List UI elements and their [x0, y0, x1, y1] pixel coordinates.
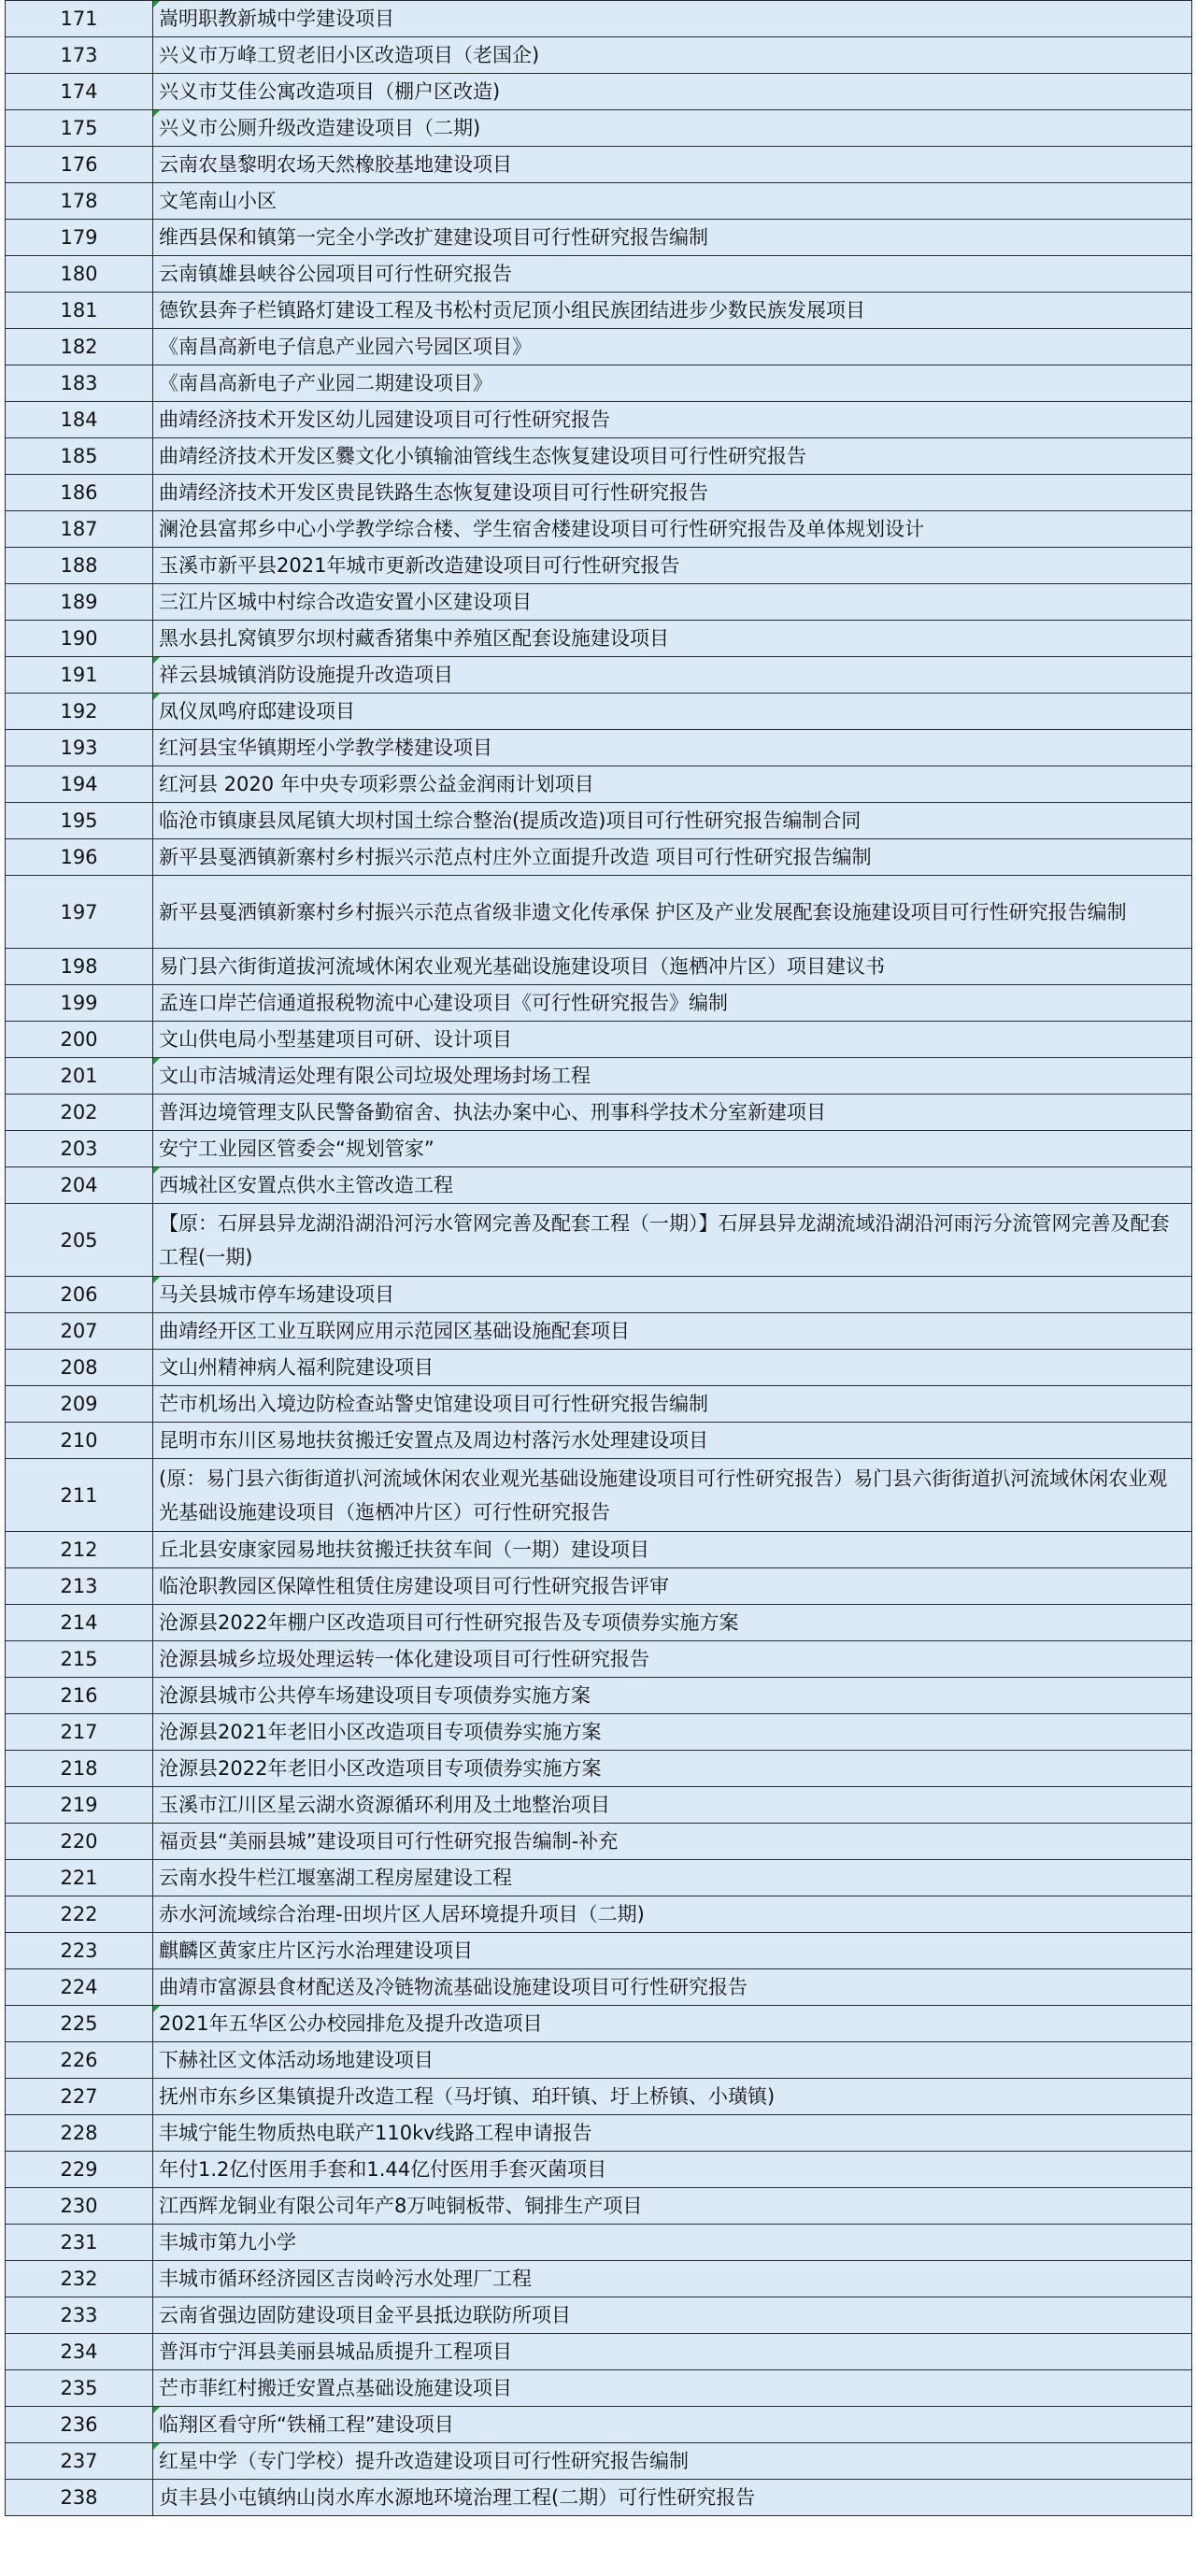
table-row — [6, 730, 1192, 766]
table-row — [6, 1095, 1192, 1131]
project-name-cell: 新平县戛洒镇新寨村乡村振兴示范点村庄外立面提升改造 项目可行性研究报告编制 — [153, 839, 1192, 876]
table-row — [6, 147, 1192, 183]
project-name-cell: 曲靖经济技术开发区贵昆铁路生态恢复建设项目可行性研究报告 — [153, 475, 1192, 511]
row-number-cell: 184 — [6, 402, 153, 438]
project-name-cell: 丰城宁能生物质热电联产110kv线路工程申请报告 — [153, 2115, 1192, 2152]
row-number-cell: 207 — [6, 1313, 153, 1350]
cell-corner-marker — [153, 2407, 160, 2413]
project-name-cell: 年付1.2亿付医用手套和1.44亿付医用手套灭菌项目 — [153, 2152, 1192, 2188]
row-number-cell: 183 — [6, 365, 153, 402]
row-number-cell: 228 — [6, 2115, 153, 2152]
table-row — [6, 1824, 1192, 1860]
table-row — [6, 37, 1192, 74]
row-number-cell: 212 — [6, 1532, 153, 1568]
project-name-cell: 祥云县城镇消防设施提升改造项目 — [153, 657, 1192, 694]
project-name-cell: 下赫社区文体活动场地建设项目 — [153, 2042, 1192, 2079]
row-number-cell: 181 — [6, 293, 153, 329]
row-number-cell: 219 — [6, 1787, 153, 1824]
row-number-cell: 173 — [6, 37, 153, 74]
row-number-cell: 209 — [6, 1386, 153, 1423]
row-number-cell: 213 — [6, 1568, 153, 1605]
row-number-cell: 187 — [6, 511, 153, 548]
row-number-cell: 185 — [6, 438, 153, 475]
project-table-body — [6, 1, 1192, 2516]
table-row — [6, 2297, 1192, 2334]
row-number-cell: 214 — [6, 1605, 153, 1641]
cell-corner-marker — [153, 694, 160, 700]
row-number-cell: 175 — [6, 110, 153, 147]
row-number-cell: 191 — [6, 657, 153, 694]
row-number-cell: 180 — [6, 256, 153, 293]
row-number-cell: 232 — [6, 2261, 153, 2297]
table-row — [6, 621, 1192, 657]
table-row — [6, 2261, 1192, 2297]
project-name-cell: 沧源县2021年老旧小区改造项目专项债券实施方案 — [153, 1714, 1192, 1751]
row-number-cell: 176 — [6, 147, 153, 183]
row-number-cell: 203 — [6, 1131, 153, 1167]
project-name-cell: 孟连口岸芒信通道报税物流中心建设项目《可行性研究报告》编制 — [153, 985, 1192, 1022]
row-number-cell: 188 — [6, 548, 153, 584]
table-row — [6, 475, 1192, 511]
table-row — [6, 1787, 1192, 1824]
row-number-cell: 200 — [6, 1022, 153, 1058]
project-name-cell: 云南镇雄县峡谷公园项目可行性研究报告 — [153, 256, 1192, 293]
table-row — [6, 1969, 1192, 2006]
row-number-cell: 174 — [6, 74, 153, 110]
row-number-cell: 171 — [6, 1, 153, 37]
project-name-cell: 赤水河流域综合治理-田坝片区人居环境提升项目（二期) — [153, 1896, 1192, 1933]
row-number-cell: 178 — [6, 183, 153, 220]
table-row — [6, 1167, 1192, 1204]
row-number-cell: 208 — [6, 1350, 153, 1386]
table-row — [6, 2370, 1192, 2407]
table-row — [6, 1751, 1192, 1787]
project-name-cell: 云南水投牛栏江堰塞湖工程房屋建设工程 — [153, 1860, 1192, 1896]
table-row — [6, 2006, 1192, 2042]
table-row — [6, 548, 1192, 584]
table-row — [6, 438, 1192, 475]
row-number-cell: 186 — [6, 475, 153, 511]
table-row — [6, 2225, 1192, 2261]
project-name-cell: 普洱边境管理支队民警备勤宿舍、执法办案中心、刑事科学技术分室新建项目 — [153, 1095, 1192, 1131]
row-number-cell: 229 — [6, 2152, 153, 2188]
row-number-cell: 235 — [6, 2370, 153, 2407]
project-name-cell: 德钦县奔子栏镇路灯建设工程及书松村贡尼顶小组民族团结进步少数民族发展项目 — [153, 293, 1192, 329]
row-number-cell: 230 — [6, 2188, 153, 2225]
table-row — [6, 1605, 1192, 1641]
table-row — [6, 365, 1192, 402]
row-number-cell: 206 — [6, 1277, 153, 1313]
row-number-cell: 221 — [6, 1860, 153, 1896]
table-row — [6, 1131, 1192, 1167]
project-name-cell: 兴义市艾佳公寓改造项目（棚户区改造) — [153, 74, 1192, 110]
project-name-cell: 福贡县“美丽县城”建设项目可行性研究报告编制-补充 — [153, 1824, 1192, 1860]
row-number-cell: 210 — [6, 1423, 153, 1459]
project-name-cell: 红河县宝华镇期垤小学教学楼建设项目 — [153, 730, 1192, 766]
project-table — [5, 0, 1192, 2516]
row-number-cell: 198 — [6, 949, 153, 985]
row-number-cell: 224 — [6, 1969, 153, 2006]
cell-corner-marker — [153, 2006, 160, 2012]
project-name-cell: 三江片区城中村综合改造安置小区建设项目 — [153, 584, 1192, 621]
table-row — [6, 2480, 1192, 2516]
row-number-cell: 222 — [6, 1896, 153, 1933]
table-row — [6, 839, 1192, 876]
project-name-cell: 芒市菲红村搬迁安置点基础设施建设项目 — [153, 2370, 1192, 2407]
table-row — [6, 1058, 1192, 1095]
table-row — [6, 949, 1192, 985]
project-name-cell: 临沧职教园区保障性租赁住房建设项目可行性研究报告评审 — [153, 1568, 1192, 1605]
project-name-cell: 安宁工业园区管委会“规划管家” — [153, 1131, 1192, 1167]
row-number-cell: 217 — [6, 1714, 153, 1751]
table-row — [6, 1532, 1192, 1568]
row-number-cell: 202 — [6, 1095, 153, 1131]
project-name-cell: 《南昌高新电子信息产业园六号园区项目》 — [153, 329, 1192, 365]
row-number-cell: 211 — [6, 1459, 153, 1532]
project-name-cell: 红星中学（专门学校）提升改造建设项目可行性研究报告编制 — [153, 2443, 1192, 2480]
row-number-cell: 189 — [6, 584, 153, 621]
cell-corner-marker — [153, 1, 160, 7]
project-name-cell: 曲靖经济技术开发区幼儿园建设项目可行性研究报告 — [153, 402, 1192, 438]
project-name-cell: 临翔区看守所“铁桶工程”建设项目 — [153, 2407, 1192, 2443]
table-row — [6, 2188, 1192, 2225]
table-row — [6, 1678, 1192, 1714]
table-row — [6, 1313, 1192, 1350]
row-number-cell: 237 — [6, 2443, 153, 2480]
project-name-cell: 沧源县2022年老旧小区改造项目专项债券实施方案 — [153, 1751, 1192, 1787]
project-name-cell: 沧源县2022年棚户区改造项目可行性研究报告及专项债券实施方案 — [153, 1605, 1192, 1641]
table-row — [6, 2407, 1192, 2443]
project-name-cell: 抚州市东乡区集镇提升改造工程（马圩镇、珀玕镇、圩上桥镇、小璜镇) — [153, 2079, 1192, 2115]
row-number-cell: 236 — [6, 2407, 153, 2443]
table-row — [6, 2042, 1192, 2079]
project-name-cell: 丰城市第九小学 — [153, 2225, 1192, 2261]
table-row — [6, 2079, 1192, 2115]
table-row — [6, 1204, 1192, 1277]
row-number-cell: 238 — [6, 2480, 153, 2516]
table-row — [6, 694, 1192, 730]
project-name-cell: 昆明市东川区易地扶贫搬迁安置点及周边村落污水处理建设项目 — [153, 1423, 1192, 1459]
row-number-cell: 225 — [6, 2006, 153, 2042]
project-name-cell: 【原：石屏县异龙湖沿湖沿河污水管网完善及配套工程（一期）】石屏县异龙湖流域沿湖沿河雨污分流管网完善及配套工程(一期) — [153, 1204, 1192, 1277]
table-row — [6, 1459, 1192, 1532]
table-row — [6, 1860, 1192, 1896]
table-row — [6, 1568, 1192, 1605]
row-number-cell: 204 — [6, 1167, 153, 1204]
project-name-cell: 文山市洁城清运处理有限公司垃圾处理场封场工程 — [153, 1058, 1192, 1095]
project-name-cell: 曲靖市富源县食材配送及冷链物流基础设施建设项目可行性研究报告 — [153, 1969, 1192, 2006]
row-number-cell: 197 — [6, 876, 153, 949]
cell-corner-marker — [153, 1167, 160, 1174]
project-name-cell: 澜沧县富邦乡中心小学教学综合楼、学生宿舍楼建设项目可行性研究报告及单体规划设计 — [153, 511, 1192, 548]
row-number-cell: 199 — [6, 985, 153, 1022]
row-number-cell: 205 — [6, 1204, 153, 1277]
project-name-cell: 红河县 2020 年中央专项彩票公益金润雨计划项目 — [153, 766, 1192, 803]
table-row — [6, 2443, 1192, 2480]
table-row — [6, 256, 1192, 293]
project-name-cell: 凤仪凤鸣府邸建设项目 — [153, 694, 1192, 730]
row-number-cell: 216 — [6, 1678, 153, 1714]
table-row — [6, 220, 1192, 256]
table-row — [6, 402, 1192, 438]
row-number-cell: 192 — [6, 694, 153, 730]
table-row — [6, 2152, 1192, 2188]
table-row — [6, 1896, 1192, 1933]
table-row — [6, 1386, 1192, 1423]
project-name-cell: (原：易门县六街街道扒河流域休闲农业观光基础设施建设项目可行性研究报告）易门县六街街道扒河流域休闲农业观光基础设施建设项目（迤栖冲片区）可行性研究报告 — [153, 1459, 1192, 1532]
project-name-cell: 芒市机场出入境边防检查站警史馆建设项目可行性研究报告编制 — [153, 1386, 1192, 1423]
table-row — [6, 110, 1192, 147]
project-name-cell: 维西县保和镇第一完全小学改扩建建设项目可行性研究报告编制 — [153, 220, 1192, 256]
project-name-cell: 马关县城市停车场建设项目 — [153, 1277, 1192, 1313]
row-number-cell: 231 — [6, 2225, 153, 2261]
table-row — [6, 803, 1192, 839]
row-number-cell: 218 — [6, 1751, 153, 1787]
project-name-cell: 曲靖经济技术开发区爨文化小镇输油管线生态恢复建设项目可行性研究报告 — [153, 438, 1192, 475]
project-name-cell: 云南农垦黎明农场天然橡胶基地建设项目 — [153, 147, 1192, 183]
row-number-cell: 182 — [6, 329, 153, 365]
project-name-cell: 文山供电局小型基建项目可研、设计项目 — [153, 1022, 1192, 1058]
table-row — [6, 1277, 1192, 1313]
project-name-cell: 沧源县城乡垃圾处理运转一体化建设项目可行性研究报告 — [153, 1641, 1192, 1678]
project-name-cell: 新平县戛洒镇新寨村乡村振兴示范点省级非遗文化传承保 护区及产业发展配套设施建设项目可行性研究报告编制 — [153, 876, 1192, 949]
cell-corner-marker — [153, 2443, 160, 2450]
project-name-cell: 西城社区安置点供水主管改造工程 — [153, 1167, 1192, 1204]
table-row — [6, 2115, 1192, 2152]
project-name-cell: 沧源县城市公共停车场建设项目专项债券实施方案 — [153, 1678, 1192, 1714]
row-number-cell: 196 — [6, 839, 153, 876]
table-row — [6, 1022, 1192, 1058]
row-number-cell: 220 — [6, 1824, 153, 1860]
cell-corner-marker — [153, 1058, 160, 1065]
table-row — [6, 766, 1192, 803]
row-number-cell: 215 — [6, 1641, 153, 1678]
project-name-cell: 文笔南山小区 — [153, 183, 1192, 220]
project-name-cell: 贞丰县小屯镇纳山岗水库水源地环境治理工程(二期）可行性研究报告 — [153, 2480, 1192, 2516]
project-name-cell: 玉溪市新平县2021年城市更新改造建设项目可行性研究报告 — [153, 548, 1192, 584]
table-row — [6, 1, 1192, 37]
row-number-cell: 227 — [6, 2079, 153, 2115]
row-number-cell: 223 — [6, 1933, 153, 1969]
project-name-cell: 兴义市万峰工贸老旧小区改造项目（老国企) — [153, 37, 1192, 74]
project-name-cell: 玉溪市江川区星云湖水资源循环利用及土地整治项目 — [153, 1787, 1192, 1824]
table-row — [6, 1641, 1192, 1678]
row-number-cell: 234 — [6, 2334, 153, 2370]
table-row — [6, 1714, 1192, 1751]
project-name-cell: 江西辉龙铜业有限公司年产8万吨铜板带、铜排生产项目 — [153, 2188, 1192, 2225]
row-number-cell: 201 — [6, 1058, 153, 1095]
project-name-cell: 临沧市镇康县凤尾镇大坝村国土综合整治(提质改造)项目可行性研究报告编制合同 — [153, 803, 1192, 839]
table-row — [6, 2334, 1192, 2370]
cell-corner-marker — [153, 110, 160, 117]
table-row — [6, 985, 1192, 1022]
project-name-cell: 丘北县安康家园易地扶贫搬迁扶贫车间（一期）建设项目 — [153, 1532, 1192, 1568]
project-name-cell: 丰城市循环经济园区吉岗岭污水处理厂工程 — [153, 2261, 1192, 2297]
project-name-cell: 2021年五华区公办校园排危及提升改造项目 — [153, 2006, 1192, 2042]
row-number-cell: 233 — [6, 2297, 153, 2334]
table-row — [6, 293, 1192, 329]
table-row — [6, 1423, 1192, 1459]
table-row — [6, 329, 1192, 365]
row-number-cell: 226 — [6, 2042, 153, 2079]
project-name-cell: 云南省强边固防建设项目金平县抵边联防所项目 — [153, 2297, 1192, 2334]
project-name-cell: 普洱市宁洱县美丽县城品质提升工程项目 — [153, 2334, 1192, 2370]
row-number-cell: 190 — [6, 621, 153, 657]
project-name-cell: 嵩明职教新城中学建设项目 — [153, 1, 1192, 37]
cell-corner-marker — [153, 657, 160, 664]
project-name-cell: 易门县六街街道拔河流域休闲农业观光基础设施建设项目（迤栖冲片区）项目建议书 — [153, 949, 1192, 985]
table-row — [6, 1933, 1192, 1969]
table-row — [6, 584, 1192, 621]
row-number-cell: 194 — [6, 766, 153, 803]
row-number-cell: 195 — [6, 803, 153, 839]
table-row — [6, 511, 1192, 548]
table-row — [6, 183, 1192, 220]
project-name-cell: 麒麟区黄家庄片区污水治理建设项目 — [153, 1933, 1192, 1969]
row-number-cell: 193 — [6, 730, 153, 766]
project-name-cell: 文山州精神病人福利院建设项目 — [153, 1350, 1192, 1386]
table-row — [6, 876, 1192, 949]
project-name-cell: 《南昌高新电子产业园二期建设项目》 — [153, 365, 1192, 402]
table-row — [6, 74, 1192, 110]
project-name-cell: 兴义市公厕升级改造建设项目（二期) — [153, 110, 1192, 147]
project-name-cell: 曲靖经开区工业互联网应用示范园区基础设施配套项目 — [153, 1313, 1192, 1350]
table-row — [6, 657, 1192, 694]
row-number-cell: 179 — [6, 220, 153, 256]
table-row — [6, 1350, 1192, 1386]
project-name-cell: 黑水县扎窝镇罗尔坝村藏香猪集中养殖区配套设施建设项目 — [153, 621, 1192, 657]
cell-corner-marker — [153, 1277, 160, 1283]
